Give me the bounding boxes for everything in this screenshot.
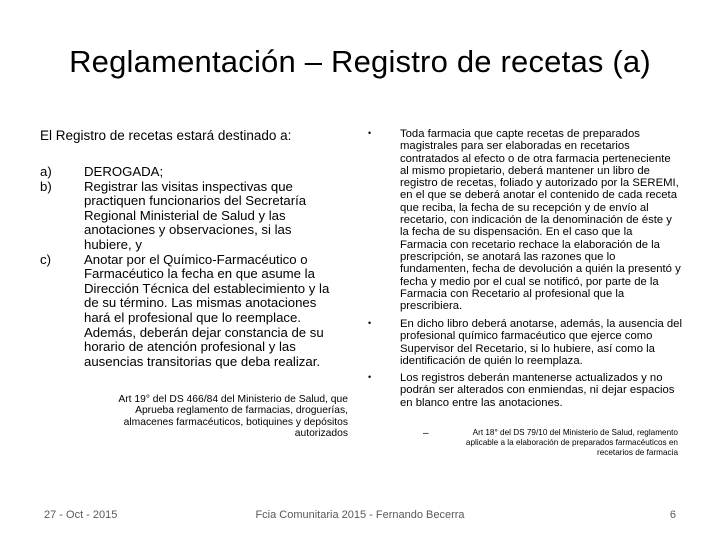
left-column [40, 128, 350, 369]
bullet-icon: • [368, 128, 372, 138]
list-marker: b) [40, 178, 52, 194]
bullet-text-1: Toda farmacia que capte recetas de preparados magistrales para ser elaboradas en recetarios contratados al efecto o de otra farmacia perteneciente al mismo propietario, deberá mantener un libro de registro de recetas, foliado y autorizado por la SEREMI, en el que se deberá anotar el contenido de cada receta que reciba, la fecha de su recepción y de envío al recetario, con indicación de la denominación de éste y la fecha de su dispensación. En el caso que la Farmacia con recetario rechace la elaboración de la prescripción, se anotará las razones que lo fundamenten, fecha de devolución a quién la presentó y fecha y medio por el cual se notificó, por parte de la Farmacia con Recetario al profesional que la prescribiera. [400, 128, 681, 313]
list-item [40, 165, 350, 180]
lettered-list [40, 165, 350, 369]
bullet-icon: • [368, 372, 372, 382]
right-citation: Art 18° del DS 79/10 del Ministerio de Salud, reglamento aplicable a la elaboración de preparados farmacéuticos en recetarios de farmacia [465, 428, 678, 457]
footer-center-text: Fcia Comunitaria 2015 - Fernando Becerra [255, 509, 465, 521]
list-marker: c) [40, 251, 51, 267]
list-item-text: Anotar por el Químico-Farmacéutico o Farmacéutico la fecha en que asume la Dirección Técnica del establecimiento y la de su término. Las mismas anotaciones hará el profesional que lo reemplace. Además, deberán dejar constancia de su horario de atención profesional y las ausencias transitorias que deba realizar. [84, 251, 330, 369]
footer-date: 27 - Oct - 2015 [44, 509, 118, 521]
bullet-text-3: Los registros deberán mantenerse actualizados y no podrán ser alterados con enmiendas, ni dejar espacios en blanco entre las anotaciones. [400, 372, 675, 409]
bullet-text-2: En dicho libro deberá anotarse, además, la ausencia del profesional químico farmacéutico que ejerce como Supervisor del Recetario, si lo hubiere, así como la identificación de quién lo reemplaza. [400, 318, 682, 367]
list-marker: a) [40, 164, 52, 179]
left-citation: Art 19° del DS 466/84 del Ministerio de Salud, que Aprueba reglamento de farmacias, droguerías, almacenes farmacéuticos, botiquines y depósitos autorizados [118, 394, 348, 440]
list-item [40, 253, 350, 370]
bullet-icon: • [368, 318, 372, 328]
list-item-text: DEROGADA; [84, 164, 164, 179]
list-item [40, 180, 350, 253]
left-intro: El Registro de recetas estará destinado a: [40, 128, 292, 143]
list-item-text: Registrar las visitas inspectivas que practiquen funcionarios del Secretaría Regional Ministerial de Salud y las anotaciones y observaciones, si las hubiere, y [84, 178, 307, 252]
page-number: 6 [669, 509, 676, 521]
slide-title: Reglamentación – Registro de recetas (a) [69, 44, 651, 79]
citation-dash: – [423, 428, 429, 439]
